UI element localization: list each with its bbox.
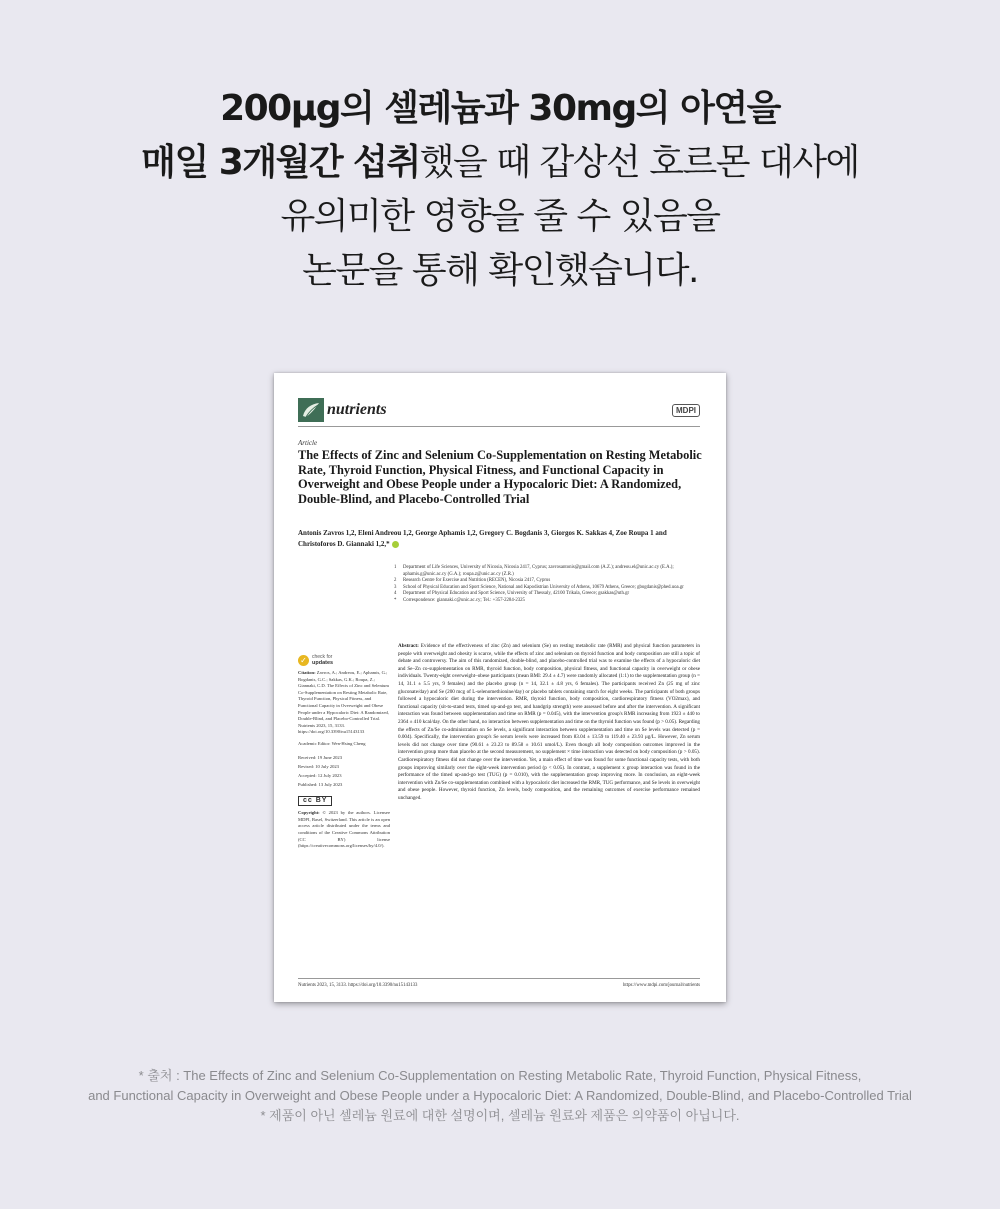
nutrients-logo-icon bbox=[298, 398, 324, 422]
journal-logo bbox=[298, 398, 387, 422]
headline-line-3: 유의미한 영향을 줄 수 있음을 bbox=[280, 196, 720, 237]
check-for-updates-badge: ✓ check for updates bbox=[298, 655, 390, 666]
paper-footer bbox=[298, 983, 700, 988]
headline bbox=[0, 82, 1000, 298]
check-icon: ✓ bbox=[298, 655, 309, 666]
headline-line-4: 논문을 통해 확인했습니다. bbox=[302, 250, 698, 291]
headline-line-1: 200μg의 셀레늄과 30mg의 아연을 bbox=[220, 88, 780, 129]
affiliations bbox=[394, 565, 700, 605]
disclaimer: * 제품이 아닌 셀레늄 원료에 대한 설명이며, 셀레늄 원료와 제품은 의약품이 아닙니다. bbox=[260, 1108, 740, 1123]
affiliation: 4 Department of Physical Education and Sport Science, University of Thessaly, 42100 Trikala, Greece; gsakkas@uth.gr bbox=[394, 591, 630, 597]
affiliation: 3 School of Physical Education and Sport Science, National and Kapodistrian University of Athens, 10679 Athens, Greece; gbogdanis@phed.uoa.gr bbox=[394, 584, 684, 590]
orcid-icon bbox=[392, 541, 399, 548]
paper-title: The Effects of Zinc and Selenium Co-Supplementation on Resting Metabolic Rate, Thyroid Function, Physical Fitness, and Functional Capacity in Overweight and Obese People under a Hypocaloric Diet: A Randomized, Double-Blind, and Placebo-Controlled Trial bbox=[298, 448, 702, 506]
affiliation: 1 Department of Life Sciences, University of Nicosia, Nicosia 2417, Cyprus; zavrosantonis@gmail.com (A.Z.); andreou.el@unic.ac.cy (E.A.); aphamis.g@unic.ac.cy (G.A.); roupa.z@unic.ac.cy (Z.R.) bbox=[394, 565, 674, 577]
publisher-logo: MDPI bbox=[672, 404, 700, 417]
author-list: Antonis Zavros 1,2, Eleni Andreou 1,2, George Aphamis 1,2, Gregory C. Bogdanis 3, Giorgos K. Sakkas 4, Zoe Roupa 1 and Christoforos D. Giannaki 1,2,* bbox=[298, 529, 667, 548]
citation: Citation: Zavros, A.; Andreou, E.; Aphamis, G.; Bogdanis, G.C.; Sakkas, G.K.; Roupa, Z.; Giannaki, C.D. The Effects of Zinc and Selenium Co-Supplementation on Resting Metabolic Rate, Thyroid Function, Physical Fitness, and Functional Capacity in Overweight and Obese People under a Hypocaloric Diet: A Randomized, Double-Blind, and Placebo-Controlled Trial. Nutrients 2023, 15, 3133. https://doi.org/10.3390/nu15143133 bbox=[298, 670, 389, 735]
cc-by-license-icon: cc BY bbox=[298, 796, 332, 807]
footer-rule bbox=[298, 978, 700, 979]
header-rule bbox=[298, 426, 700, 427]
paper-first-page bbox=[274, 373, 726, 1002]
correspondence: * Correspondence: giannaki.c@unic.ac.cy; Tel.: +357-2284-2325 bbox=[394, 597, 525, 603]
copyright: Copyright: © 2023 by the authors. Licensee MDPI, Basel, Switzerland. This article is an open access article distributed under the terms and conditions of the Creative Commons Attribution (CC BY) license (https://creativecommons.org/licenses/by/4.0/). bbox=[298, 810, 390, 849]
footer-citation: Nutrients 2023, 15, 3133. https://doi.org/10.3390/nu15143133 bbox=[298, 983, 418, 988]
headline-emphasis: 매일 3개월간 섭취 bbox=[141, 142, 420, 183]
source-note bbox=[0, 1066, 1000, 1126]
abstract: Abstract: Evidence of the effectiveness of zinc (Zn) and selenium (Se) on resting metabolic rate (RMR) and physical function parameters in people with overweight and obesity is scarce, while the effects of zinc and selenium on thyroid function and body composition are still a topic of debate and controversy. The aim of this randomized, double-blind, and placebo-controlled trial was to examine the effects of a hypocaloric diet and Se–Zn co-supplementation on RMR, thyroid function, body composition, physical fitness, and functional capacity in overweight or obese individuals. Twenty-eight overweight–obese participants (mean BMI: 29.4 ± 4.7) were randomly allocated (1:1) to the supplementation group (n = 14, 31.1 ± 5.5 yrs, 9 females) and the placebo group (n = 14, 32.1 ± 4.8 yrs, 6 females). The participants received Zn (25 mg of zinc gluconate/day) and Se (200 mcg of L-selenomethionine/day) or placebo tablets containing starch for eight weeks. The participants of both groups followed a hypocaloric diet during the intervention. RMR, thyroid function, body composition, cardiorespiratory fitness (VO2max), and functional capacity (sit-to-stand tests, timed up-and-go test, and handgrip strength) were assessed before and after the intervention. A significant interaction was found between supplementation and time on RMR (p = 0.045), with the intervention group's RMR increasing from 1923 ± 440 to 2364 ± 410 kcal/day. On the other hand, no interaction between supplementation and time on the thyroid function was found (p > 0.05). Regarding the effects of Zn/Se co-administration on Se levels, a significant interaction between supplementation and time on Se levels was detected (p = 0.004). Specifically, the intervention group's Se serum levels were increased from 83.04 ± 13.59 to 119.40 ± 23.93 μg/L. However, Zn serum levels did not change over time (90.61 ± 23.23 to 89.58 ± 10.61 umol/L). Even though all body composition outcomes improved in the intervention group more than placebo at the second measurement, no supplement × time interaction was detected on body composition (p > 0.05). Cardiorespiratory fitness did not change over the intervention. Yet, a main effect of time was found for some functional capacity tests, with both groups improving similarly over the eight-week intervention period (p < 0.05). In contrast, a supplement x group interaction was found in the performance of the timed up-and-go test (TUG) (p = 0.010), with the supplementation group improving more. In conclusion, an eight-week intervention with Zn/Se co-supplementation combined with a hypocaloric diet increased the RMR, TUG performance, and Se levels in overweight and obese people. However, thyroid function, Zn levels, body composition, and the remaining outcomes of exercise performance remained unchanged. bbox=[398, 643, 700, 801]
source-line-1: * 출처 : The Effects of Zinc and Selenium Co-Supplementation on Resting Metabolic Rate, Thyroid Function, Physical Fitness, bbox=[138, 1068, 862, 1083]
headline-line-2: 매일 3개월간 섭취했을 때 갑상선 호르몬 대사에 bbox=[141, 142, 859, 183]
academic-editor: Academic Editor: Wen-Hsing Cheng bbox=[298, 740, 366, 746]
dates: Received: 19 June 2023 Revised: 10 July 2023 Accepted: 12 July 2023 Published: 13 July 2023 bbox=[298, 754, 343, 787]
article-type: Article bbox=[298, 439, 318, 447]
source-line-2: and Functional Capacity in Overweight and Obese People under a Hypocaloric Diet: A Randomized, Double-Blind, and Placebo-Controlled Trial bbox=[88, 1088, 912, 1103]
article-sidebar bbox=[298, 655, 390, 855]
affiliation: 2 Research Centre for Exercise and Nutrition (RECEN), Nicosia 2417, Cyprus bbox=[394, 578, 551, 584]
journal-name: nutrients bbox=[327, 401, 387, 418]
footer-journal-url: https://www.mdpi.com/journal/nutrients bbox=[623, 983, 700, 988]
